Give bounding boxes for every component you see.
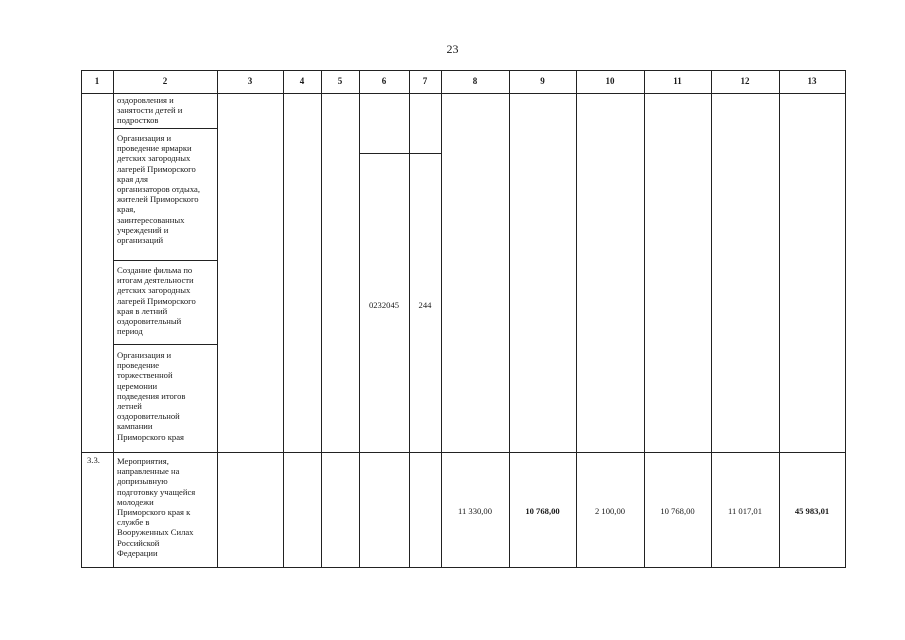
column-header: 2 [162, 76, 168, 86]
budget-classification-code: 0232045 [368, 300, 400, 310]
row-number: 3.3. [87, 455, 100, 465]
value-col-13-total: 45 983,01 [794, 506, 830, 516]
column-header: 11 [673, 76, 682, 86]
section-divider [81, 452, 846, 453]
column-border [441, 70, 442, 567]
column-border [359, 70, 360, 567]
value-col-12: 11 017,01 [727, 506, 763, 516]
table-bottom-border [81, 567, 846, 568]
column-border [409, 70, 410, 567]
column-border [283, 70, 284, 567]
column-border [644, 70, 645, 567]
column-border [509, 70, 510, 567]
value-col-10: 2 100,00 [594, 506, 626, 516]
row-divider [113, 260, 217, 261]
column-header: 4 [299, 76, 305, 86]
row-divider [113, 128, 217, 129]
column-border [779, 70, 780, 567]
activity-description: Мероприятия, направленные на допризывную подготовку учащейся молодежи Приморского края к службе в Вооруженных Силах Российской Федерации [117, 456, 196, 558]
column-header: 1 [94, 76, 100, 86]
column-border [845, 70, 846, 567]
column-border [217, 70, 218, 567]
column-header: 13 [807, 76, 817, 86]
column-header: 9 [540, 76, 545, 86]
column-border [711, 70, 712, 567]
column-header: 3 [247, 76, 253, 86]
header-bottom-border [81, 93, 846, 94]
value-col-11: 10 768,00 [660, 506, 695, 516]
activity-description: Организация и проведение ярмарки детских загородных лагерей Приморского края для организаторов отдыха, жителей Приморского края, заинтересованных учреждений и организаций [117, 133, 200, 246]
row-divider-merged-codes [359, 153, 441, 154]
value-col-8: 11 330,00 [457, 506, 493, 516]
page-number: 23 [446, 42, 459, 56]
column-header: 10 [605, 76, 615, 86]
column-border [81, 70, 82, 567]
column-header: 8 [472, 76, 478, 86]
budget-table [81, 70, 846, 567]
row-divider [113, 344, 217, 345]
column-header: 5 [337, 76, 343, 86]
activity-description: оздоровления и занятости детей и подростков [117, 95, 183, 126]
column-border [113, 70, 114, 567]
expense-type-code: 244 [418, 300, 432, 310]
column-header: 7 [422, 76, 428, 86]
column-header: 6 [381, 76, 387, 86]
activity-description: Создание фильма по итогам деятельности детских загородных лагерей Приморского края в летний оздоровительный период [117, 265, 196, 337]
column-header: 12 [740, 76, 750, 86]
value-col-9: 10 768,00 [525, 506, 560, 516]
activity-description: Организация и проведение торжественной церемонии подведения итогов летней оздоровительной кампании Приморского края [117, 350, 186, 442]
column-border [576, 70, 577, 567]
column-border [321, 70, 322, 567]
